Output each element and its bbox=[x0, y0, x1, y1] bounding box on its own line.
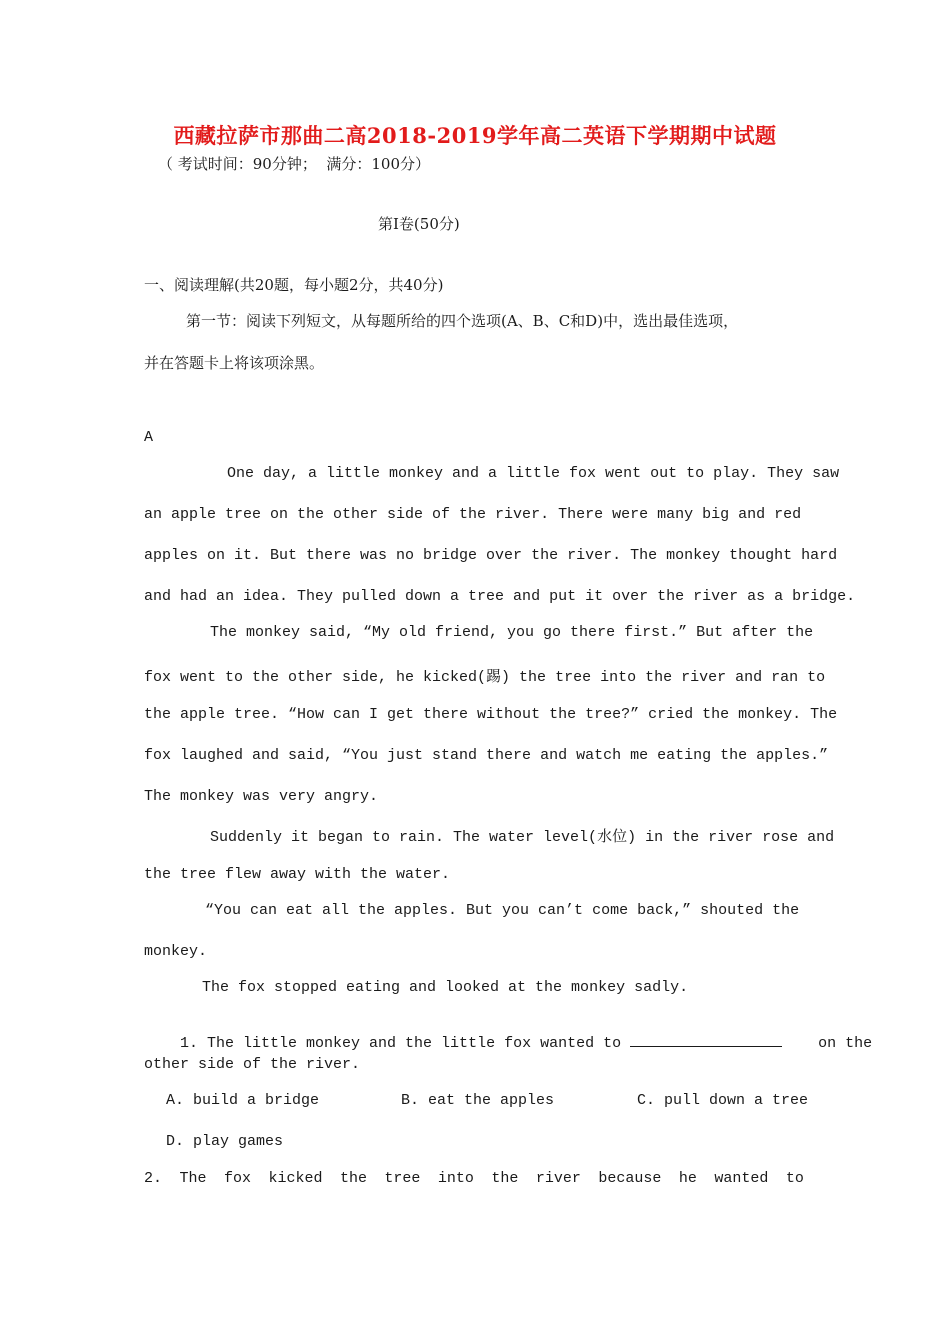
q2-word: he bbox=[678, 1170, 697, 1187]
q2-word: tree bbox=[384, 1170, 421, 1187]
q2-word: to bbox=[785, 1170, 804, 1187]
passage-line: fox went to the other side, he kicked(踢) the tree into the river and ran to bbox=[144, 669, 826, 686]
passage-line: fox laughed and said, “You just stand there and watch me eating the apples.” bbox=[144, 747, 829, 764]
passage-line: The fox stopped eating and looked at the monkey sadly. bbox=[202, 979, 689, 996]
option-a[interactable]: A. build a bridge bbox=[166, 1092, 320, 1109]
passage-line: apples on it. But there was no bridge over the river. The monkey thought hard bbox=[144, 547, 838, 564]
section-heading: 一、阅读理解(共20题，每小题2分，共40分) bbox=[144, 276, 444, 294]
instruction-line-1: 第一节：阅读下列短文，从每题所给的四个选项(A、B、C和D)中，选出最佳选项， bbox=[186, 312, 739, 330]
passage-line: One day, a little monkey and a little fox went out to play. They saw bbox=[227, 465, 840, 482]
passage-line: The monkey was very angry. bbox=[144, 788, 379, 805]
question-1-text: 1. The little monkey and the little fox wanted to bbox=[180, 1035, 622, 1052]
q2-word: because bbox=[598, 1170, 662, 1187]
exam-info: （ 考试时间：90分钟； 满分：100分） bbox=[158, 155, 431, 173]
passage-line: and had an idea. They pulled down a tree and put it over the river as a bridge. bbox=[144, 588, 856, 605]
q2-word: fox bbox=[223, 1170, 251, 1187]
passage-line: the tree flew away with the water. bbox=[144, 866, 451, 883]
q2-word: wanted bbox=[714, 1170, 769, 1187]
answer-blank bbox=[630, 1032, 782, 1047]
q2-word: kicked bbox=[268, 1170, 323, 1187]
option-c[interactable]: C. pull down a tree bbox=[637, 1092, 809, 1109]
q2-word: the bbox=[339, 1170, 367, 1187]
passage-line: The monkey said, “My old friend, you go there first.” But after the bbox=[210, 624, 814, 641]
question-1-stem-line-2: other side of the river. bbox=[144, 1056, 361, 1073]
passage-line: the apple tree. “How can I get there without the tree?” cried the monkey. The bbox=[144, 706, 838, 723]
option-b[interactable]: B. eat the apples bbox=[401, 1092, 555, 1109]
volume-heading: 第Ⅰ卷(50分) bbox=[378, 215, 460, 233]
q2-word: river bbox=[535, 1170, 581, 1187]
instruction-line-2: 并在答题卡上将该项涂黑。 bbox=[144, 354, 325, 372]
question-1-text-after: on the bbox=[818, 1035, 873, 1052]
passage-line: an apple tree on the other side of the river. There were many big and red bbox=[144, 506, 802, 523]
exam-title: 西藏拉萨市那曲二高2018-2019学年高二英语下学期期中试题 bbox=[173, 123, 777, 148]
passage-line: monkey. bbox=[144, 943, 208, 960]
passage-line: Suddenly it began to rain. The water level(水位) in the river rose and bbox=[210, 829, 835, 846]
q2-word: into bbox=[437, 1170, 474, 1187]
q2-word: 2. bbox=[144, 1170, 163, 1187]
option-d[interactable]: D. play games bbox=[166, 1133, 284, 1150]
passage-label: A bbox=[144, 429, 154, 446]
passage-line: “You can eat all the apples. But you can’t come back,” shouted the bbox=[205, 902, 800, 919]
q2-word: The bbox=[179, 1170, 207, 1187]
question-2-stem bbox=[144, 1170, 804, 1187]
q2-word: the bbox=[491, 1170, 519, 1187]
